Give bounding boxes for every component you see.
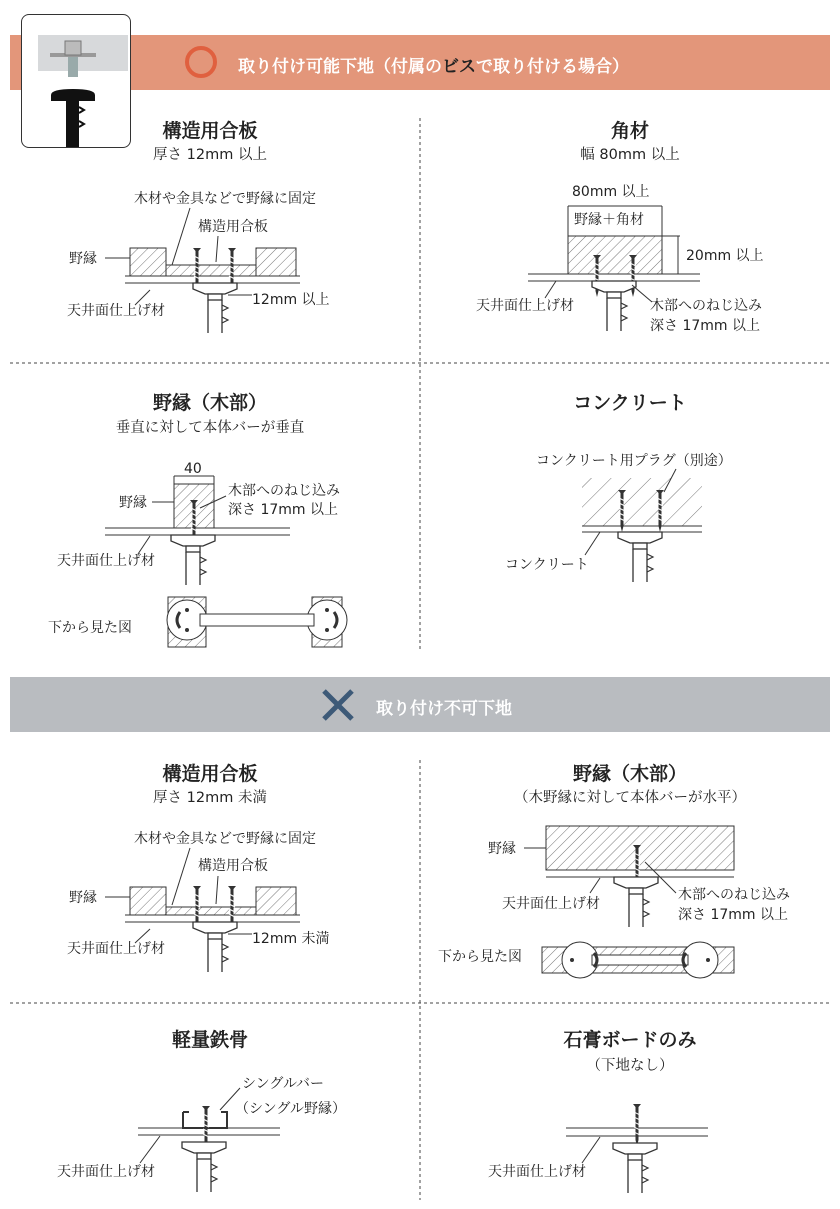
ok-square-screw-label-1: 木部へのねじ込み <box>650 298 762 314</box>
ok-furring-screw-label-2: 深さ 17mm 以上 <box>228 502 338 518</box>
ng-plywood-title: 構造用合板 <box>162 763 258 785</box>
ok-square-ceiling-label: 天井面仕上げ材 <box>476 298 574 314</box>
ok-furring-furring-label: 野縁 <box>119 495 147 511</box>
ng-steel-title: 軽量鉄骨 <box>171 1029 248 1051</box>
ng-furring-screw-label-1: 木部へのねじ込み <box>678 887 790 903</box>
ok-square-height-label: 20mm 以上 <box>686 248 764 264</box>
ng-gypsum-subtitle: （下地なし） <box>586 1058 674 1074</box>
ng-steel-bar-label-1: シングルバー <box>242 1076 324 1092</box>
ok-furring-screw-label-1: 木部へのねじ込み <box>228 483 340 499</box>
ng-furring-subtitle: （木野縁に対して本体バーが水平） <box>514 790 746 806</box>
ok-plywood-subtitle: 厚さ 12mm 以上 <box>153 147 267 163</box>
ok-plywood-fix-label: 木材や金具などで野縁に固定 <box>134 191 316 207</box>
ng-plywood-ceiling-label: 天井面仕上げ材 <box>67 941 165 957</box>
ok-square-box-label: 野縁＋角材 <box>574 212 644 228</box>
ng-plywood-thickness-label: 12mm 未満 <box>252 931 330 947</box>
ok-furring-bottom-label: 下から見た図 <box>48 620 132 636</box>
ng-steel-bar-label-2: （シングル野縁） <box>235 1101 346 1117</box>
ng-gypsum-title: 石膏ボードのみ <box>563 1029 697 1051</box>
ok-furring-ceiling-label: 天井面仕上げ材 <box>57 553 155 569</box>
ng-plywood-fix-label: 木材や金具などで野縁に固定 <box>134 831 316 847</box>
ok-plywood-ceiling-label: 天井面仕上げ材 <box>67 303 165 319</box>
ng-plywood-subtitle: 厚さ 12mm 未満 <box>153 790 267 806</box>
ng-furring-ceiling-label: 天井面仕上げ材 <box>502 896 600 912</box>
ok-furring-width-label: 40 <box>184 461 202 477</box>
ok-concrete-title: コンクリート <box>573 392 687 414</box>
ok-square-screw-label-2: 深さ 17mm 以上 <box>650 318 760 334</box>
ok-plywood-thickness-label: 12mm 以上 <box>252 292 330 308</box>
header-ok-text: 取り付け可能下地（付属のビスで取り付ける場合） <box>238 57 629 77</box>
ng-furring-bottom-label: 下から見た図 <box>438 949 522 965</box>
ok-square-width-label: 80mm 以上 <box>572 184 650 200</box>
ng-gypsum-ceiling-label: 天井面仕上げ材 <box>488 1164 586 1180</box>
ok-plywood-plywood-label: 構造用合板 <box>198 219 268 235</box>
ok-plywood-title: 構造用合板 <box>162 120 258 142</box>
ng-plywood-furring-label: 野縁 <box>69 890 97 906</box>
header-ng-text: 取り付け不可下地 <box>376 699 512 719</box>
ng-steel-ceiling-label: 天井面仕上げ材 <box>57 1164 155 1180</box>
ng-plywood-plywood-label: 構造用合板 <box>198 858 268 874</box>
ng-furring-title: 野縁（木部） <box>572 763 687 785</box>
ng-furring-screw-label-2: 深さ 17mm 以上 <box>678 907 788 923</box>
ng-furring-furring-label: 野縁 <box>488 841 516 857</box>
ok-square-title: 角材 <box>610 120 649 142</box>
ok-concrete-concrete-label: コンクリート <box>505 557 589 573</box>
ok-furring-subtitle: 垂直に対して本体バーが垂直 <box>115 420 305 436</box>
ok-concrete-plug-label: コンクリート用プラグ（別途） <box>536 453 732 469</box>
ok-furring-title: 野縁（木部） <box>152 392 267 414</box>
ok-plywood-furring-label: 野縁 <box>69 251 97 267</box>
ok-square-subtitle: 幅 80mm 以上 <box>580 147 680 163</box>
